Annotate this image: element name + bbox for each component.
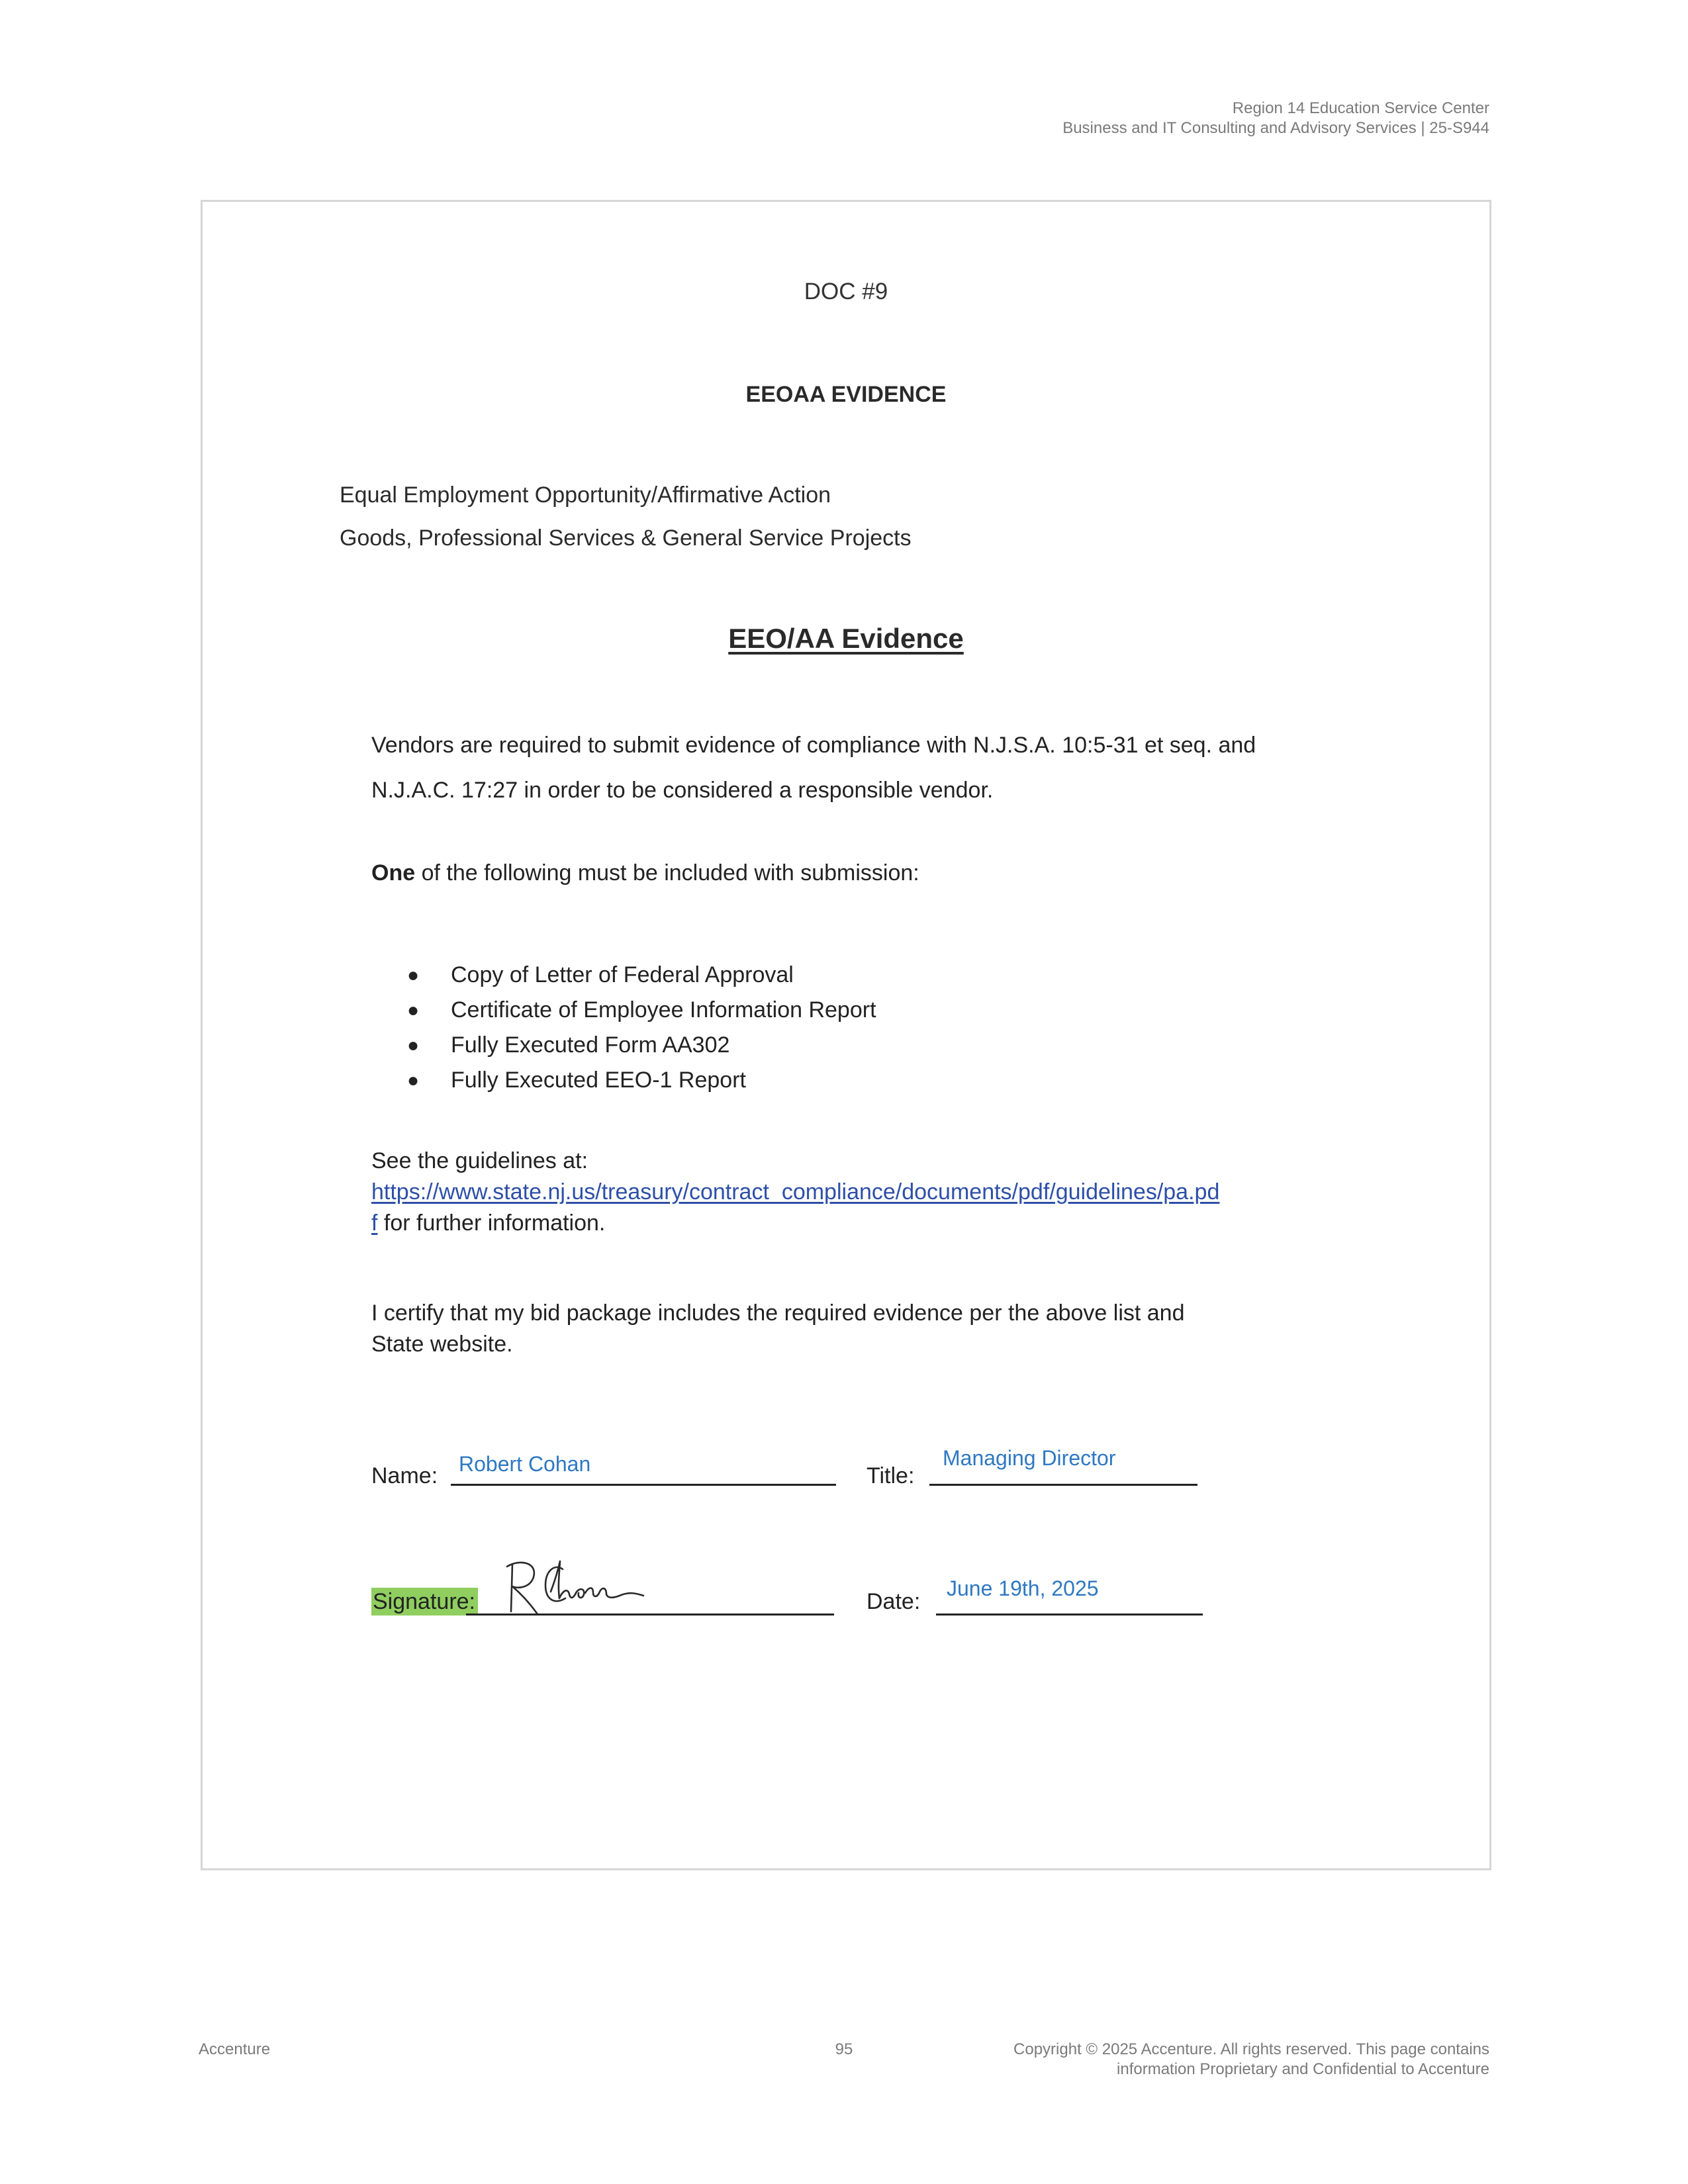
- header-organization: Region 14 Education Service Center: [1232, 99, 1489, 117]
- header-project: Business and IT Consulting and Advisory Services | 25-S944: [1062, 119, 1489, 137]
- requirement-statement: [371, 860, 919, 886]
- title-label: Title:: [867, 1463, 915, 1488]
- name-underline: [451, 1484, 836, 1486]
- list-item-text: Fully Executed EEO-1 Report: [451, 1068, 746, 1093]
- signature-label-highlight: Signature:: [371, 1588, 478, 1615]
- evidence-list: [398, 958, 876, 1098]
- footer-company: Accenture: [199, 2040, 271, 2058]
- footer-copyright: [1013, 2040, 1489, 2079]
- date-label: Date:: [867, 1589, 921, 1614]
- intro-line-2: N.J.A.C. 17:27 in order to be considered a responsible vendor.: [371, 778, 994, 803]
- certify-line-1: I certify that my bid package includes the required evidence per the above list and: [371, 1300, 1185, 1326]
- bullet-icon: ●: [407, 999, 420, 1021]
- bullet-icon: ●: [407, 964, 420, 986]
- list-item: [398, 1063, 876, 1098]
- subtitle-line-1: Equal Employment Opportunity/Affirmative Action: [340, 482, 831, 508]
- scanned-document: [201, 200, 1491, 1870]
- list-item: [398, 1028, 876, 1063]
- list-item-text: Certificate of Employee Information Report: [451, 997, 876, 1023]
- copyright-line-1: Copyright © 2025 Accenture. All rights reserved. This page contains: [1013, 2040, 1489, 2058]
- list-item-text: Fully Executed Form AA302: [451, 1032, 730, 1058]
- guidelines-suffix: for further information.: [377, 1210, 606, 1236]
- name-value[interactable]: Robert Cohan: [459, 1452, 591, 1476]
- guidelines-link[interactable]: https://www.state.nj.us/treasury/contract_compliance/documents/pdf/guidelines/pa.pd: [371, 1179, 1220, 1205]
- page-number: 95: [835, 2040, 853, 2058]
- requirement-emphasis: One: [371, 860, 416, 886]
- intro-line-1: Vendors are required to submit evidence of compliance with N.J.S.A. 10:5-31 et seq. and: [371, 733, 1256, 758]
- list-item-text: Copy of Letter of Federal Approval: [451, 962, 794, 987]
- signature-underline: [466, 1614, 834, 1615]
- requirement-text: of the following must be included with submission:: [415, 860, 919, 886]
- certify-line-2: State website.: [371, 1332, 513, 1357]
- bullet-icon: ●: [407, 1034, 420, 1056]
- list-item: [398, 958, 876, 993]
- doc-title: EEOAA EVIDENCE: [745, 382, 947, 407]
- signature-image: [494, 1552, 659, 1618]
- list-item: [398, 993, 876, 1028]
- title-value[interactable]: Managing Director: [943, 1446, 1116, 1470]
- section-heading: EEO/AA Evidence: [728, 623, 964, 654]
- date-value[interactable]: June 19th, 2025: [947, 1576, 1099, 1600]
- guidelines-intro: See the guidelines at:: [371, 1148, 588, 1173]
- title-underline: [929, 1484, 1197, 1486]
- date-underline: [936, 1614, 1203, 1615]
- subtitle-line-2: Goods, Professional Services & General Service Projects: [340, 525, 912, 551]
- signature-label: [371, 1589, 478, 1615]
- copyright-line-2: information Proprietary and Confidential to Accenture: [1117, 2060, 1489, 2078]
- doc-number: DOC #9: [804, 279, 888, 304]
- guidelines-line-3: [371, 1210, 605, 1236]
- guidelines-link-end[interactable]: f: [371, 1210, 378, 1236]
- page-header: [1062, 99, 1489, 138]
- bullet-icon: ●: [407, 1069, 420, 1091]
- name-label: Name:: [371, 1463, 438, 1488]
